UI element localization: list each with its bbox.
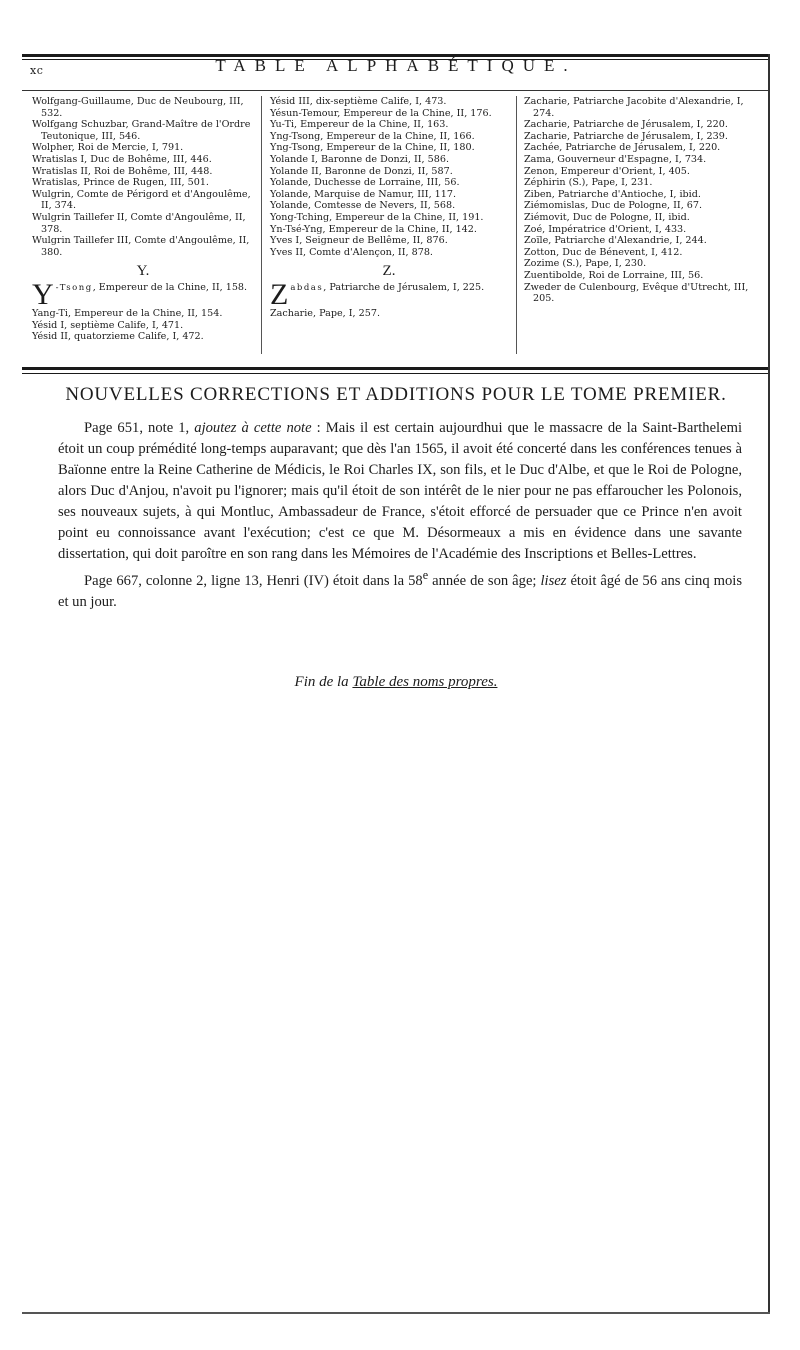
index-entry: Wolpher, Roi de Mercie, I, 791. (32, 142, 184, 154)
page-edge-bottom (22, 1312, 770, 1314)
book-page (22, 0, 770, 1340)
index-list-z (270, 308, 508, 320)
index-list-y (32, 308, 254, 343)
index-entry: Zéphirin (S.), Pape, I, 231. (524, 177, 653, 189)
correction-paragraph (58, 418, 742, 565)
index-entry: Wratislas II, Roi de Bohême, III, 448. (32, 165, 213, 177)
index-entry: Zacharie, Patriarche de Jérusalem, I, 220. (524, 119, 728, 131)
correction-paragraph (58, 565, 742, 613)
index-entry: Zoïle, Patriarche d'Alexandrie, I, 244. (524, 235, 707, 247)
page-number: xc (30, 64, 44, 77)
drop-entry-text: , Patriarche de Jérusalem, I, 225. (323, 281, 485, 293)
column-separator (516, 96, 517, 354)
index-entry: Zama, Gouverneur d'Espagne, I, 734. (524, 153, 707, 165)
index-entry: Yésid I, septième Calife, I, 471. (32, 319, 184, 331)
index-entry: Wolfgang Schuzbar, Grand-Maître de l'Ordre Teutonique, III, 546. (32, 119, 251, 142)
index-list-z-cont (524, 96, 764, 305)
index-entry: Wulgrin, Comte de Périgord et d'Angoulême, II, 374. (32, 188, 251, 212)
index-list-w (32, 96, 254, 258)
header-rule (22, 90, 770, 91)
index-column-2 (270, 96, 508, 320)
index-entry: Yolande I, Baronne de Donzi, II, 586. (270, 153, 449, 165)
running-head: TABLE ALPHABÉTIQUE. (215, 56, 577, 75)
index-entry: Yolande II, Baronne de Donzi, II, 587. (270, 165, 453, 177)
index-entry: Wratislas, Prince de Rugen, III, 501. (32, 177, 209, 189)
index-column-1 (32, 96, 254, 343)
index-entry: Yolande, Comtesse de Nevers, II, 568. (270, 200, 456, 212)
index-entry: Zotton, Duc de Bénevent, I, 412. (524, 246, 683, 258)
index-entry: Yolande, Marquise de Namur, III, 117. (270, 188, 457, 200)
index-entry: Zacharie, Pape, I, 257. (270, 307, 380, 319)
index-entry: Yang-Ti, Empereur de la Chine, II, 154. (32, 307, 223, 319)
drop-entry-smallcaps: abdas (290, 282, 324, 293)
index-entry: Yng-Tsong, Empereur de la Chine, II, 180. (270, 142, 475, 154)
index-entry: Yésid II, quatorzieme Calife, I, 472. (32, 331, 204, 343)
index-entry: Zweder de Culenbourg, Evêque d'Utrecht, III, 205. (524, 281, 749, 305)
paragraph-text: étoit âgé de 56 ans cinq mois et un jour. (58, 572, 743, 610)
index-entry: Wulgrin Taillefer III, Comte d'Angoulême, II, 380. (32, 235, 250, 258)
index-entry: Zuentibolde, Roi de Lorraine, III, 56. (524, 269, 704, 281)
page-edge-right (768, 54, 770, 1314)
index-entry-drop-y (32, 277, 254, 311)
section-title: NOUVELLES CORRECTIONS ET ADDITIONS POUR LE TOME PREMIER. (65, 384, 727, 405)
index-entry: Zoé, Impératrice d'Orient, I, 433. (524, 223, 687, 235)
paragraph-italic: ajoutez à cette note (194, 420, 312, 436)
end-note-text: Fin de la (294, 674, 353, 690)
index-entry: Ziémomislas, Duc de Pologne, II, 67. (524, 200, 703, 212)
index-entry: Zozime (S.), Pape, I, 230. (524, 258, 647, 270)
index-column-3 (524, 96, 764, 305)
section-rule (22, 367, 770, 370)
index-entry: Yves I, Seigneur de Bellême, II, 876. (270, 235, 448, 247)
paragraph-text: Page 667, colonne 2, ligne 13, Henri (IV) étoit dans la 58 (84, 572, 423, 589)
index-entry: Ziémovit, Duc de Pologne, II, ibid. (524, 211, 690, 223)
index-entry: Yésun-Temour, Empereur de la Chine, II, 176. (270, 107, 492, 119)
letter-heading-z: Z. (382, 263, 396, 280)
index-entry: Yésid III, dix-septième Calife, I, 473. (270, 96, 447, 107)
drop-entry-smallcaps: -Tsong (55, 282, 93, 293)
index-entry: Zacharie, Patriarche de Jérusalem, I, 239. (524, 130, 728, 142)
index-entry-drop-z (270, 277, 508, 311)
index-entry: Yn-Tsé-Yng, Empereur de la Chine, II, 142. (270, 223, 477, 235)
index-entry: Yong-Tching, Empereur de la Chine, II, 191. (270, 211, 484, 223)
paragraph-text: Page 651, note 1, (84, 420, 195, 436)
index-entry: Yolande, Duchesse de Lorraine, III, 56. (270, 177, 460, 189)
superscript: e (422, 568, 429, 582)
letter-heading-y: Y. (136, 263, 150, 280)
column-separator (261, 96, 262, 354)
paragraph-text: année de son âge; (428, 572, 541, 589)
index-entry: Ziben, Patriarche d'Antioche, I, ibid. (524, 188, 701, 200)
paragraph-italic: lisez (540, 572, 567, 589)
index-entry: Zenon, Empereur d'Orient, I, 405. (524, 165, 690, 177)
index-entry: Wratislas I, Duc de Bohême, III, 446. (32, 153, 212, 165)
section-rule-thin (22, 373, 770, 374)
index-columns (32, 96, 770, 360)
corrections-body (58, 418, 742, 613)
end-note (22, 674, 770, 691)
index-entry: Yng-Tsong, Empereur de la Chine, II, 166. (270, 130, 475, 142)
index-entry: Yu-Ti, Empereur de la Chine, II, 163. (270, 119, 449, 131)
index-list-y-cont (270, 96, 508, 258)
index-entry: Wulgrin Taillefer II, Comte d'Angoulême, II, 378. (32, 211, 246, 235)
index-entry: Yves II, Comte d'Alençon, II, 878. (270, 246, 433, 258)
end-note-underlined: Table des noms propres. (352, 674, 498, 690)
drop-initial-z: Z (270, 277, 289, 311)
index-entry: Wolfgang-Guillaume, Duc de Neubourg, III, 532. (32, 96, 244, 119)
index-entry: Zachée, Patriarche de Jérusalem, I, 220. (524, 142, 721, 154)
drop-initial-y: Y (32, 277, 54, 311)
index-entry: Zacharie, Patriarche Jacobite d'Alexandrie, I, 274. (524, 96, 744, 119)
drop-entry-text: , Empereur de la Chine, II, 158. (92, 281, 248, 293)
paragraph-text: : Mais il est certain aujourdhui que le massacre de la Saint-Barthelemi étoit un coup prémédité long-temps auparavant; que dès l'an 1565, il avoit été concerté dans les conférences tenues à Baïonne entre la Reine Catherine de Médicis, le Roi Charles IX, son fils, et le Duc d'Albe, et que le Roi de Pologne, alors Duc d'Anjou, n'avoit pu l'ignorer; mais qu'il étoit de son intérêt de le nier pour ne pas effaroucher les Polonois, ses nouveaux sujets, à qui Montluc, Ambassadeur de France, s'étoit efforcé de persuader que ce Prince n'en avoit point eu connoissance avant l'exécution; c'est ce que M. Désormeaux a mis en évidence dans une savante dissertation, qui doit paroître en son rang dans les Mémoires de l'Académie des Inscriptions et Belles-Lettres. (58, 420, 742, 562)
